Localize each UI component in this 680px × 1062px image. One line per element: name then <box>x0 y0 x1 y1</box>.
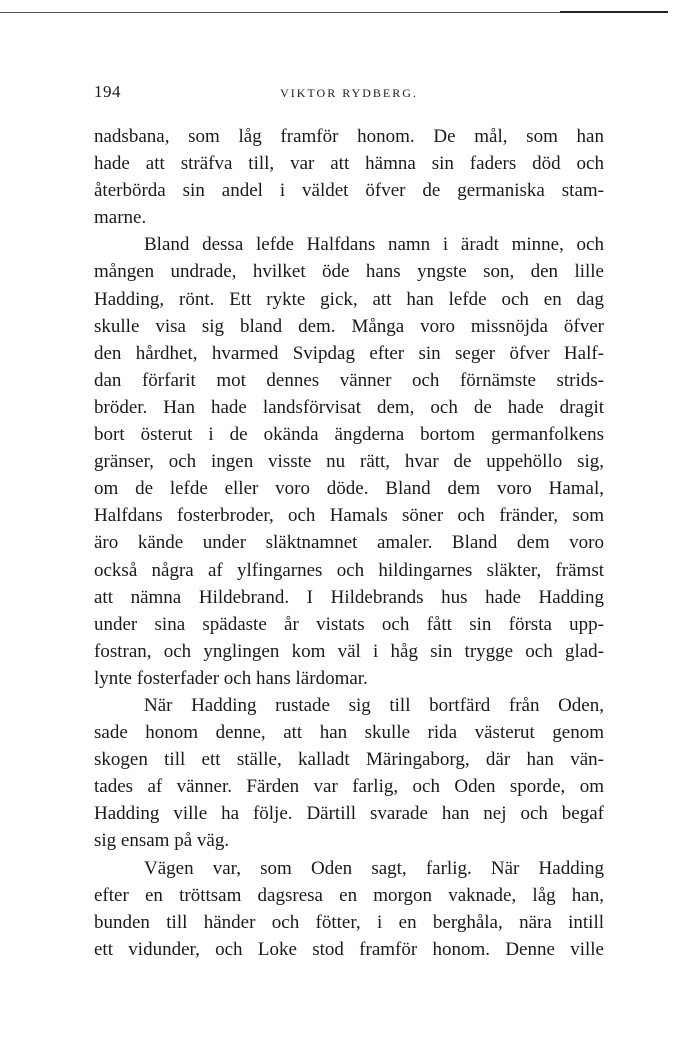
text-line: äro kände under släktnamnet amaler. Bland dem voro <box>94 532 604 554</box>
text-line: Hadding, rönt. Ett rykte gick, att han lefde och en dag <box>94 288 604 310</box>
text-line: ett vidunder, och Loke stod framför honom. Denne ville <box>94 938 604 960</box>
page-header <box>94 82 604 106</box>
text-line: mången undrade, hvilket öde hans yngste son, den lille <box>94 261 604 283</box>
text-line: hade att sträfva till, var att hämna sin faders död och <box>94 153 604 175</box>
text-line: bort österut i de okända ängderna bortom germanfolkens <box>94 424 604 446</box>
text-line: bröder. Han hade landsförvisat dem, och de hade dragit <box>94 396 604 418</box>
text-line: efter en tröttsam dagsresa en morgon vaknade, låg han, <box>94 884 604 906</box>
text-line: under sina spädaste år vistats och fått sin första upp- <box>94 613 604 635</box>
text-line: skulle visa sig bland dem. Många voro missnöjda öfver <box>94 315 604 337</box>
text-line: återbörda sin andel i väldet öfver de germaniska stam- <box>94 180 604 202</box>
running-head: VIKTOR RYDBERG. <box>280 86 418 100</box>
body-text <box>94 123 604 963</box>
text-line: också några af ylfingarnes och hildingarnes släkter, främst <box>94 559 604 581</box>
text-line: lynte fosterfader och hans lärdomar. <box>94 667 368 689</box>
text-line: nadsbana, som låg framför honom. De mål, som han <box>94 126 604 147</box>
top-rule-accent <box>560 11 668 13</box>
text-line: Halfdans fosterbroder, och Hamals söner och fränder, som <box>94 505 604 527</box>
text-line: gränser, och ingen visste nu rätt, hvar de uppehöllo sig, <box>94 451 604 473</box>
text-line: Bland dessa lefde Halfdans namn i äradt minne, och <box>144 234 604 256</box>
text-line: skogen till ett ställe, kalladt Märingaborg, där han vän- <box>94 749 604 771</box>
page-number: 194 <box>94 82 121 101</box>
text-line: dan förfarit mot dennes vänner och förnämste strids- <box>94 369 604 391</box>
text-line: Vägen var, som Oden sagt, farlig. När Hadding <box>144 857 604 879</box>
text-line: att nämna Hildebrand. I Hildebrands hus hade Hadding <box>94 586 604 608</box>
text-line: om de lefde eller voro döde. Bland dem voro Hamal, <box>94 478 604 500</box>
text-line: Hadding ville ha följe. Därtill svarade han nej och begaf <box>94 803 604 825</box>
text-line: fostran, och ynglingen kom väl i håg sin trygge och glad- <box>94 640 604 662</box>
text-line: tades af vänner. Färden var farlig, och Oden sporde, om <box>94 776 604 798</box>
text-line: sig ensam på väg. <box>94 830 230 852</box>
text-line: bunden till händer och fötter, i en berghåla, nära intill <box>94 911 604 933</box>
text-line: den hårdhet, hvarmed Svipdag efter sin seger öfver Half- <box>94 342 604 364</box>
text-line: marne. <box>94 207 147 229</box>
text-line: När Hadding rustade sig till bortfärd från Oden, <box>144 694 604 716</box>
text-line: sade honom denne, att han skulle rida västerut genom <box>94 722 604 744</box>
